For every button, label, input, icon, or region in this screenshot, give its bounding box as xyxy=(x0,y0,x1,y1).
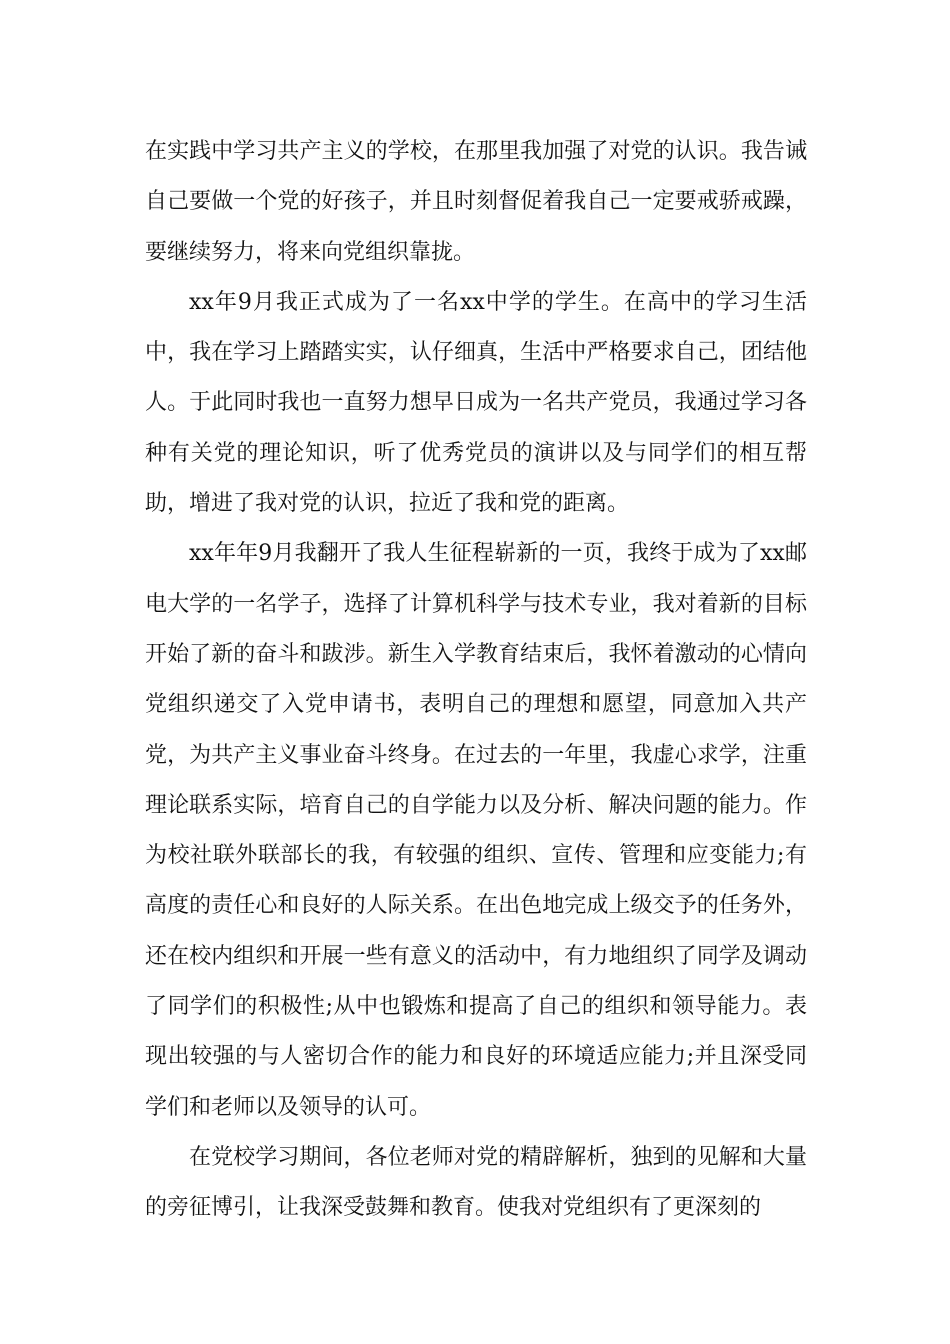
document-body xyxy=(145,127,807,1234)
paragraph-high-school: xx年9月我正式成为了一名xx中学的学生。在高中的学习生活中，我在学习上踏踏实实，认仔细真，生活中严格要求自己，团结他人。于此同时我也一直努力想早日成为一名共产党员，我通过学习各种有关党的理论知识，听了优秀党员的演讲以及与同学们的相互帮助，增进了我对党的认识，拉近了我和党的距离。 xyxy=(145,289,807,517)
paragraph-party-school: 在党校学习期间，各位老师对党的精辟解析，独到的见解和大量的旁征博引，让我深受鼓舞和教育。使我对党组织有了更深刻的 xyxy=(145,1144,807,1221)
paragraph-continuation: 在实践中学习共产主义的学校，在那里我加强了对党的认识。我告诫自己要做一个党的好孩子，并且时刻督促着我自己一定要戒骄戒躁，要继续努力，将来向党组织靠拢。 xyxy=(145,139,807,265)
paragraph-university: xx年年9月我翻开了我人生征程崭新的一页，我终于成为了xx邮电大学的一名学子，选择了计算机科学与技术专业，我对着新的目标开始了新的奋斗和跋涉。新生入学教育结束后，我怀着激动的心情向党组织递交了入党申请书，表明自己的理想和愿望，同意加入共产党，为共产主义事业奋斗终身。在过去的一年里，我虚心求学，注重理论联系实际，培育自己的自学能力以及分析、解决问题的能力。作为校社联外联部长的我，有较强的组织、宣传、管理和应变能力;有高度的责任心和良好的人际关系。在出色地完成上级交予的任务外，还在校内组织和开展一些有意义的活动中，有力地组织了同学及调动了同学们的积极性;从中也锻炼和提高了自己的组织和领导能力。表现出较强的与人密切合作的能力和良好的环境适应能力;并且深受同学们和老师以及领导的认可。 xyxy=(145,541,807,1120)
